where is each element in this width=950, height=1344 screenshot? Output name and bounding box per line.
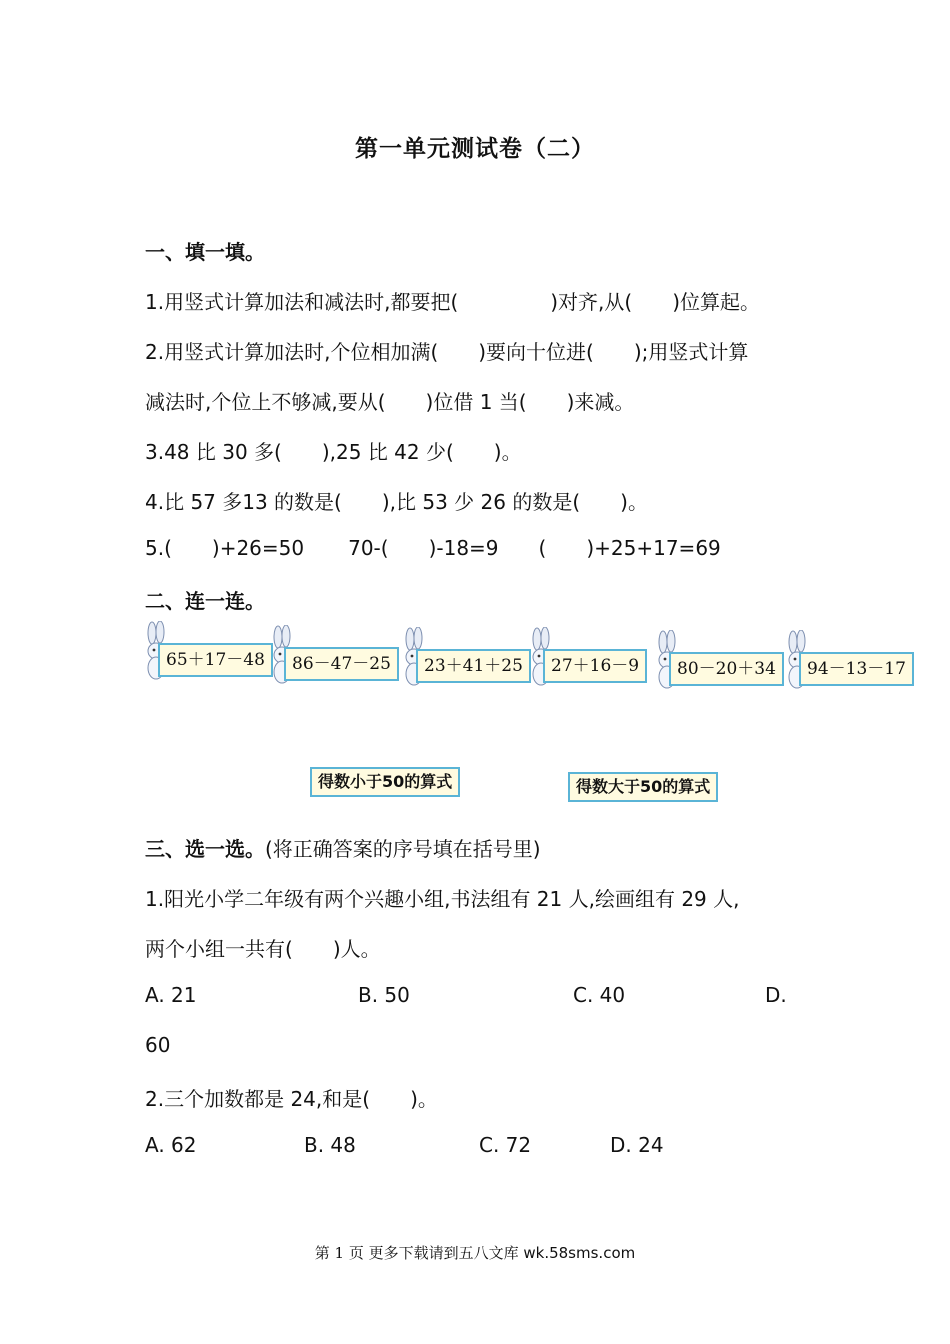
q1-1-text-b: )对齐,从(: [550, 290, 633, 314]
q1-3-text-c: )。: [493, 440, 522, 464]
page-footer: [0, 1242, 950, 1263]
question-1-5: [145, 536, 721, 560]
q3-1-text-b: )人。: [332, 937, 381, 961]
expression-label: 86－47－25: [284, 647, 399, 681]
section-3-heading: 三、选一选。: [145, 837, 265, 861]
q1-5-text-e: (: [538, 536, 547, 560]
q1-4-text-a: 4.比 57 多13 的数是(: [145, 490, 342, 514]
expression-card-6[interactable]: [784, 630, 916, 692]
q1-5-text-c: 70-(: [348, 536, 389, 560]
question-1-3: [145, 436, 522, 465]
option-d-value: 60: [145, 1033, 171, 1057]
section-1-heading: 一、填一填。: [145, 240, 265, 264]
q1-1-text-a: 1.用竖式计算加法和减法时,都要把(: [145, 290, 459, 314]
section-2-heading: 二、连一连。: [145, 589, 265, 613]
q1-2-text-c: );用竖式计算: [633, 340, 749, 364]
expression-label: 23＋41＋25: [416, 649, 531, 683]
expression-label: 80－20＋34: [669, 652, 784, 686]
q2-option-c[interactable]: C. 72: [479, 1133, 532, 1157]
q1-2-text-a: 2.用竖式计算加法时,个位相加满(: [145, 340, 439, 364]
q2-option-a[interactable]: A. 62: [145, 1133, 197, 1157]
expression-label: 94－13－17: [799, 652, 914, 686]
target-less-than-50[interactable]: 得数小于50的算式: [310, 767, 460, 797]
q3-2-text-b: )。: [410, 1087, 438, 1111]
question-1-2-cont: [145, 386, 634, 415]
expression-card-2[interactable]: [269, 625, 401, 687]
question-1-2: [145, 336, 748, 365]
q1-3-text-a: 3.48 比 30 多(: [145, 440, 282, 464]
q1-5-text-b: )+26=50: [211, 536, 305, 560]
option-d[interactable]: D.: [765, 983, 787, 1007]
question-3-2: [145, 1083, 438, 1112]
q2-option-d[interactable]: D. 24: [610, 1133, 664, 1157]
q1-5-text-f: )+25+17=69: [586, 536, 721, 560]
page-title: 第一单元测试卷（二）: [355, 135, 595, 162]
question-3-1-cont: [145, 933, 381, 962]
option-a[interactable]: A. 21: [145, 983, 197, 1007]
q1-4-text-c: )。: [620, 490, 648, 514]
q1-4-text-b: ),比 53 少 26 的数是(: [381, 490, 581, 514]
q1-2-text-b: )要向十位进(: [478, 340, 594, 364]
expression-card-1[interactable]: [143, 621, 275, 683]
footer-text: 第 1 页 更多下载请到五八文库: [314, 1244, 524, 1262]
expression-label: 27＋16－9: [543, 649, 647, 683]
section-3-note: (将正确答案的序号填在括号里): [265, 837, 541, 861]
expression-label: 65＋17－48: [158, 643, 273, 677]
question-1-1: [145, 286, 760, 315]
option-c[interactable]: C. 40: [573, 983, 626, 1007]
q1-1-text-c: )位算起。: [672, 290, 761, 314]
option-b[interactable]: B. 50: [358, 983, 410, 1007]
question-3-1: 1.阳光小学二年级有两个兴趣小组,书法组有 21 人,绘画组有 29 人,: [145, 887, 740, 911]
target-greater-than-50[interactable]: 得数大于50的算式: [568, 772, 718, 802]
q3-1-text-a: 两个小组一共有(: [145, 937, 293, 961]
q1-2b-text-b: )位借 1 当(: [425, 390, 527, 414]
section-3-header: [145, 833, 541, 862]
q1-5-text-a: 5.(: [145, 536, 172, 560]
q1-3-text-b: ),25 比 42 少(: [321, 440, 454, 464]
question-1-4: [145, 486, 648, 515]
q2-option-b[interactable]: B. 48: [304, 1133, 356, 1157]
q1-2b-text-a: 减法时,个位上不够减,要从(: [145, 390, 386, 414]
q1-2b-text-c: )来减。: [566, 390, 635, 414]
expression-card-4[interactable]: [528, 627, 660, 689]
q1-5-text-d: )-18=9: [428, 536, 499, 560]
expression-card-3[interactable]: [401, 627, 533, 689]
footer-link[interactable]: wk.58sms.com: [523, 1244, 636, 1262]
expression-card-5[interactable]: [654, 630, 786, 692]
q3-2-text-a: 2.三个加数都是 24,和是(: [145, 1087, 371, 1111]
